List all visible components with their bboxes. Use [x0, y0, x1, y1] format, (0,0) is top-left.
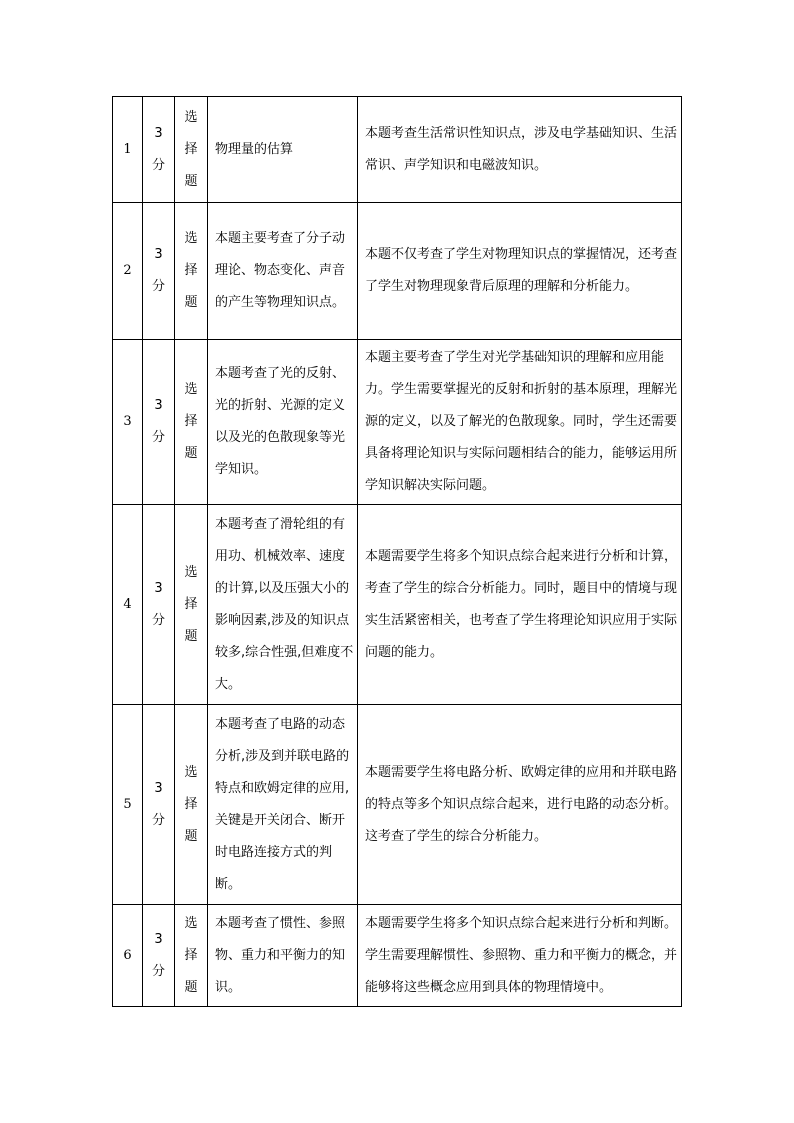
analysis-cell [358, 705, 682, 905]
analysis-text: 本题需要学生将电路分析、欧姆定律的应用和并联电路的特点等多个知识点综合起来，进行电路的动态分析。这考查了学生的综合分析能力。 [365, 764, 678, 844]
question-type: 选 择 题 [175, 505, 208, 705]
analysis-text: 本题需要学生将多个知识点综合起来进行分析和计算，考查了学生的综合分析能力。同时，题目中的情境与现实生活紧密相关，也考查了学生将理论知识应用于实际问题的能力。 [365, 548, 678, 660]
analysis-cell [358, 340, 682, 505]
knowledge-point: 本题主要考查了分子动理论、物态变化、声音的产生等物理知识点。 [215, 231, 346, 310]
knowledge-point-cell [208, 97, 358, 203]
question-score: 3 分 [143, 905, 175, 1007]
question-analysis-table [112, 96, 682, 1007]
question-number: 1 [113, 97, 143, 203]
question-score: 3 分 [143, 203, 175, 340]
table-row [113, 905, 682, 1007]
knowledge-point: 本题考查了光的反射、光的折射、光源的定义以及光的色散现象等光学知识。 [215, 366, 346, 477]
knowledge-point-cell [208, 705, 358, 905]
question-score: 3 分 [143, 705, 175, 905]
question-type: 选 择 题 [175, 905, 208, 1007]
analysis-cell [358, 97, 682, 203]
analysis-cell [358, 905, 682, 1007]
knowledge-point-cell [208, 905, 358, 1007]
knowledge-point: 物理量的估算 [215, 141, 294, 157]
question-number: 5 [113, 705, 143, 905]
analysis-cell [358, 203, 682, 340]
knowledge-point: 本题考查了电路的动态分析,涉及到并联电路的特点和欧姆定律的应用,关键是开关闭合、断开时电路连接方式的判断。 [215, 716, 350, 892]
knowledge-point: 本题考查了惯性、参照物、重力和平衡力的知识。 [215, 915, 346, 995]
knowledge-point: 本题考查了滑轮组的有用功、机械效率、速度的计算,以及压强大小的影响因素,涉及的知识点较多,综合性强,但难度不大。 [215, 516, 354, 692]
question-score: 3 分 [143, 97, 175, 203]
knowledge-point-cell [208, 340, 358, 505]
table-row [113, 340, 682, 505]
knowledge-point-cell [208, 505, 358, 705]
analysis-cell [358, 505, 682, 705]
analysis-text: 本题不仅考查了学生对物理知识点的掌握情况，还考查了学生对物理现象背后原理的理解和分析能力。 [365, 247, 678, 294]
question-score: 3 分 [143, 505, 175, 705]
question-number: 3 [113, 340, 143, 505]
analysis-text: 本题考查生活常识性知识点，涉及电学基础知识、生活常识、声学知识和电磁波知识。 [365, 125, 678, 173]
table-row [113, 97, 682, 203]
question-type: 选 择 题 [175, 97, 208, 203]
table-row [113, 705, 682, 905]
question-type: 选 择 题 [175, 705, 208, 905]
question-number: 2 [113, 203, 143, 340]
knowledge-point-cell [208, 203, 358, 340]
question-score: 3 分 [143, 340, 175, 505]
analysis-text: 本题需要学生将多个知识点综合起来进行分析和判断。学生需要理解惯性、参照物、重力和平衡力的概念，并能够将这些概念应用到具体的物理情境中。 [365, 915, 678, 995]
question-type: 选 择 题 [175, 203, 208, 340]
question-number: 6 [113, 905, 143, 1007]
analysis-text: 本题主要考查了学生对光学基础知识的理解和应用能力。学生需要掌握光的反射和折射的基本原理，理解光源的定义，以及了解光的色散现象。同时，学生还需要具备将理论知识与实际问题相结合的能力，能够运用所学知识解决实际问题。 [365, 350, 678, 493]
question-number: 4 [113, 505, 143, 705]
table-row [113, 505, 682, 705]
question-type: 选 择 题 [175, 340, 208, 505]
table-row [113, 203, 682, 340]
